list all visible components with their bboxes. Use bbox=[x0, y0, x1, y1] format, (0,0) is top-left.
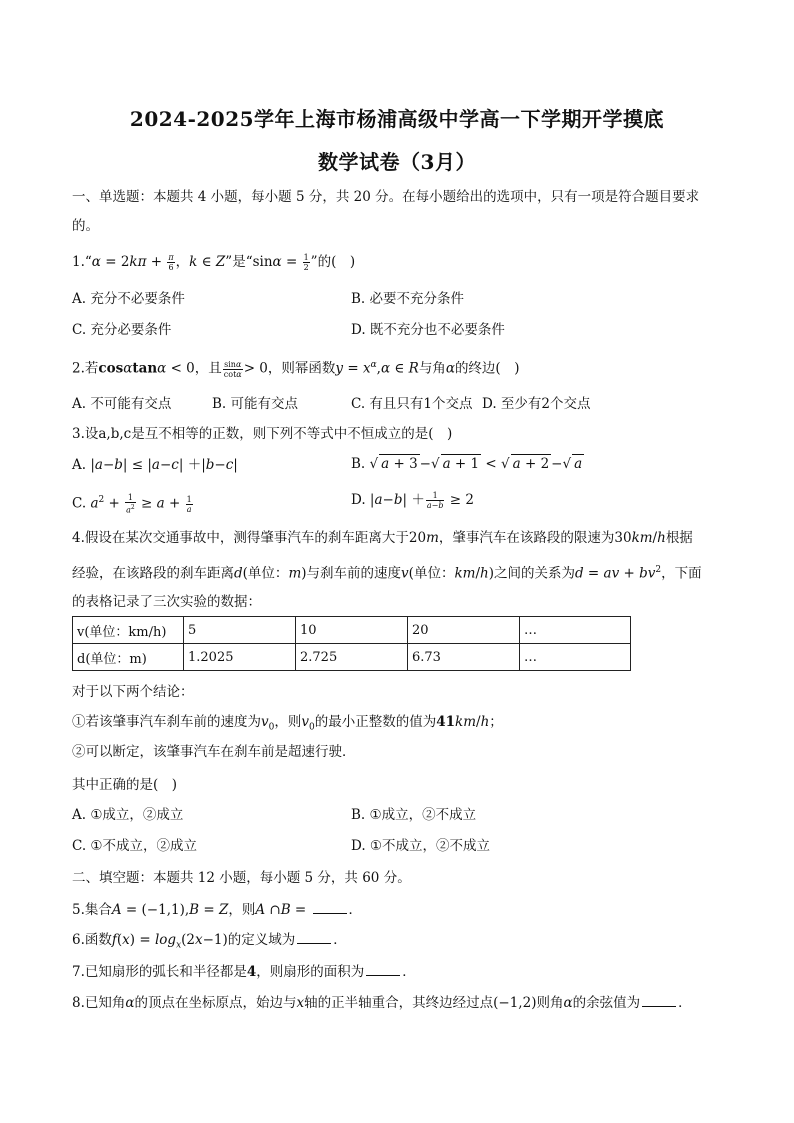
q4-conclusion-1: ①若该肇事汽车刹车前的速度为$v_0$，则$v_0$的最小正整数的值为41km/h； bbox=[72, 714, 503, 733]
q4-option-a: A. ①成立，②成立 bbox=[72, 807, 184, 823]
table-cell: 2.725 bbox=[296, 644, 408, 671]
q1-option-a: A. 充分不必要条件 bbox=[72, 291, 185, 307]
table-row bbox=[73, 644, 631, 671]
q7-stem: 7.已知扇形的弧长和半径都是4，则扇形的面积为 ． bbox=[72, 964, 416, 980]
q2-option-b: B. 可能有交点 bbox=[212, 396, 299, 412]
table-cell: v(单位：km/h) bbox=[73, 617, 184, 644]
table-row bbox=[73, 617, 631, 644]
section1-header: 一、单选题：本题共 4 小题，每小题 5 分，共 20 分。在每小题给出的选项中，只有一项是符合题目要求 bbox=[72, 189, 700, 205]
q4-option-d: D. ①不成立，②不成立 bbox=[351, 838, 491, 854]
section1-header-cont: 的。 bbox=[72, 218, 99, 234]
q5-stem: 5.集合A = (−1,1),B = Z，则A ∩B = ． bbox=[72, 902, 363, 918]
table-cell: d(单位：m) bbox=[73, 644, 184, 671]
q3-option-d: D. |a−b| ＋ $\frac{1}{a-b}$ ≥ 2 bbox=[351, 491, 474, 510]
q1-option-b: B. 必要不充分条件 bbox=[351, 291, 465, 307]
q6-stem: 6.函数$f(x) = \log_x(2x-1)$的定义域为 ． bbox=[72, 932, 347, 951]
exam-title-line1: 2024-2025学年上海市杨浦高级中学高一下学期开学摸底 bbox=[129, 107, 665, 131]
q4-stem-line1: 4.假设在某次交通事故中，测得肇事汽车的刹车距离大于20m，肇事汽车在该路段的限速为30km/h根据 bbox=[72, 530, 693, 546]
q1-option-d: D. 既不充分也不必要条件 bbox=[351, 322, 505, 338]
table-cell: 5 bbox=[184, 617, 296, 644]
q4-conclusion-2: ②可以断定，该肇事汽车在刹车前是超速行驶． bbox=[72, 744, 356, 760]
exam-title-line2: 数学试卷（3月） bbox=[318, 150, 476, 174]
section2-header: 二、填空题：本题共 12 小题，每小题 5 分，共 60 分。 bbox=[72, 870, 411, 886]
q4-option-c: C. ①不成立，②成立 bbox=[72, 838, 198, 854]
q4-option-b: B. ①成立，②不成立 bbox=[351, 807, 477, 823]
q2-option-d: D. 至少有2个交点 bbox=[482, 396, 591, 412]
q2-stem: 2.若cosαtanα < 0，且 $\frac{\sin\alpha}{\cot\alpha}$ > 0，则幂函数$y = x^\alpha,\alpha$ ∈ R与角α的终边( ) bbox=[72, 359, 520, 379]
q3-stem: 3.设a,b,c是互不相等的正数，则下列不等式中不恒成立的是( ) bbox=[72, 426, 453, 442]
q3-option-b: B. √ a + 3 −√ a + 1 < √ a + 2 −√ a bbox=[351, 456, 583, 472]
table-cell: … bbox=[520, 644, 631, 671]
table-cell: 6.73 bbox=[408, 644, 520, 671]
q4-lead: 对于以下两个结论： bbox=[72, 684, 194, 700]
q1-option-c: C. 充分必要条件 bbox=[72, 322, 172, 338]
q1-stem: 1.“α = 2kπ + $\frac{\pi}{6}$ ，k ∈ Z”是“sinα = $\frac{1}{2}$ ”的( ) bbox=[72, 253, 356, 272]
table-cell: … bbox=[520, 617, 631, 644]
q2-option-c: C. 有且只有1个交点 bbox=[351, 396, 473, 412]
table-cell: 10 bbox=[296, 617, 408, 644]
q3-option-a: A. |a−b| ≤ |a−c| ＋|b−c| bbox=[72, 457, 238, 473]
table-cell: 1.2025 bbox=[184, 644, 296, 671]
q8-stem: 8.已知角α的顶点在坐标原点，始边与x轴的正半轴重合，其终边经过点(−1,2)则角α的余弦值为 ． bbox=[72, 995, 692, 1011]
q4-stem-line3: 的表格记录了三次实验的数据： bbox=[72, 594, 261, 610]
q3-option-c: C. $a^2$ + $\frac{1}{a^2}$ ≥ a + $\frac{1}{a}$ bbox=[72, 493, 192, 515]
table-cell: 20 bbox=[408, 617, 520, 644]
q2-option-a: A. 不可能有交点 bbox=[72, 396, 172, 412]
q4-data-table bbox=[72, 616, 631, 671]
q4-ask: 其中正确的是( ) bbox=[72, 777, 178, 793]
q4-stem-line2: 经验，在该路段的刹车距离d(单位：m)与刹车前的速度v(单位：km/h)之间的关系为d = av + $bv^2$，下面 bbox=[72, 565, 702, 582]
